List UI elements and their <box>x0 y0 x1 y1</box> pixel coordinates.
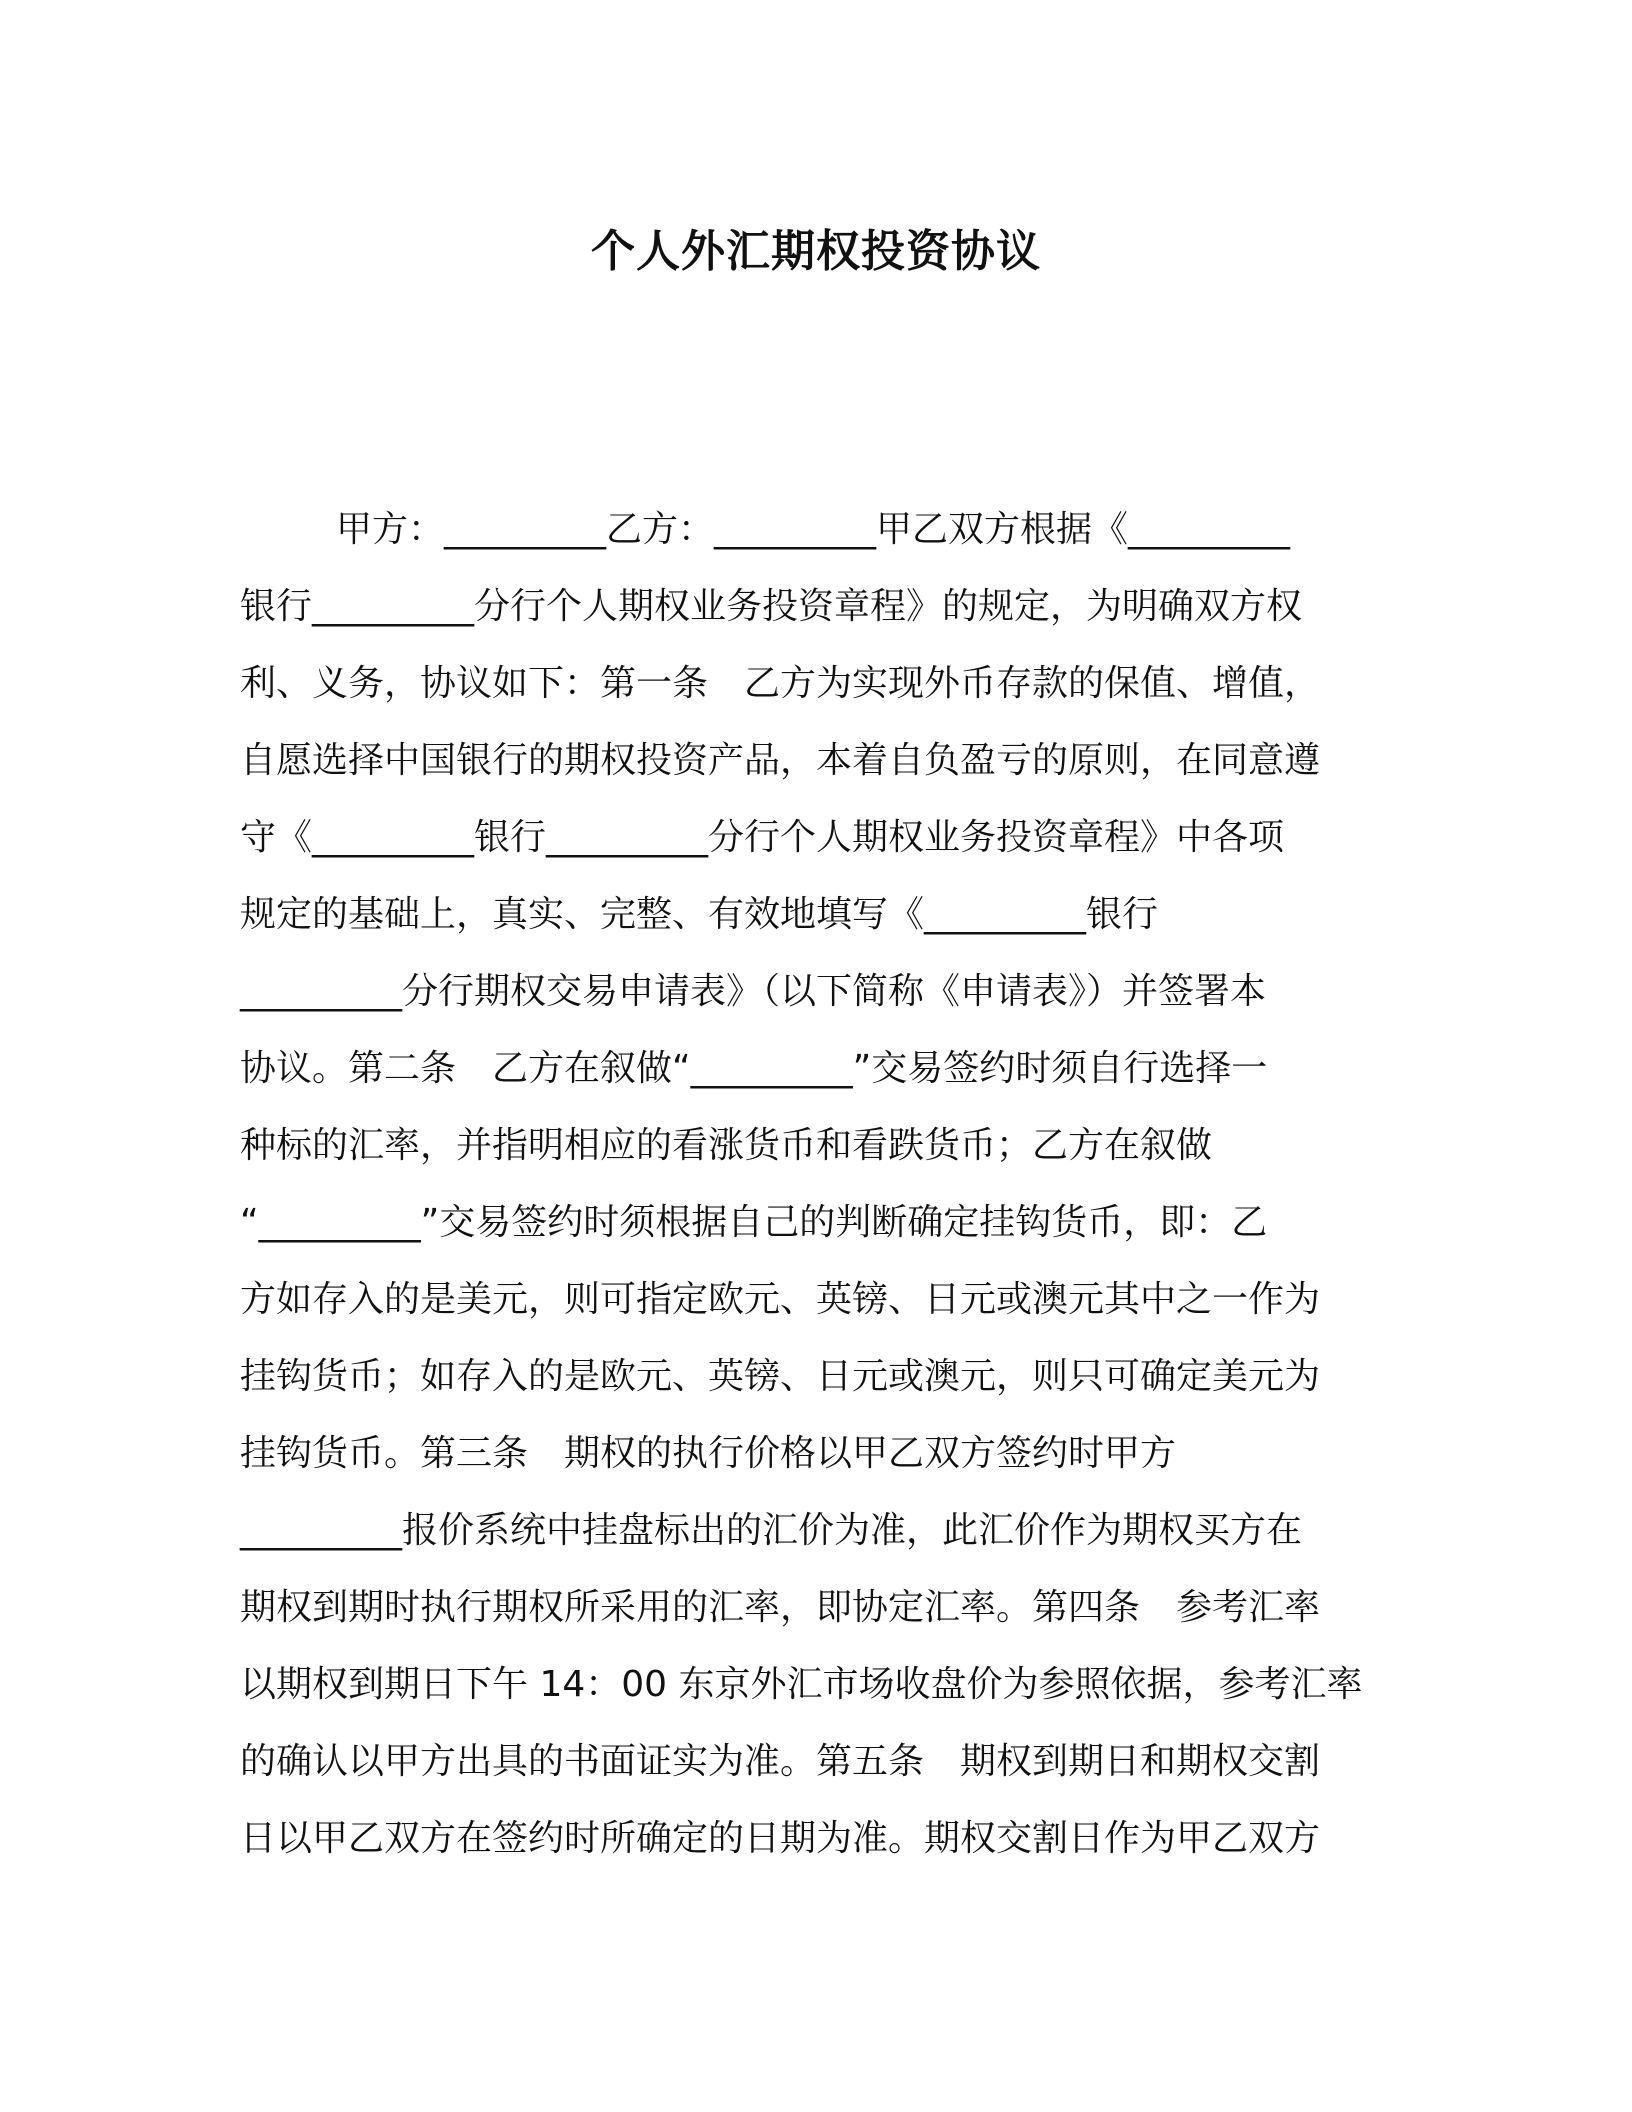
body-line: 协议。第二条 乙方在叙做“_________”交易签约时须自行选择一 <box>240 1048 1268 1089</box>
body-line: 甲方：_________乙方：_________甲乙双方根据《_________ <box>336 509 1291 550</box>
body-line: _________报价系统中挂盘标出的汇价为准，此汇价作为期权买方在 <box>240 1510 1303 1551</box>
body-line: 挂钩货币。第三条 期权的执行价格以甲乙双方签约时甲方 <box>240 1433 1177 1474</box>
body-line: 挂钩货币；如存入的是欧元、英镑、日元或澳元，则只可确定美元为 <box>240 1356 1321 1397</box>
body-line: “_________”交易签约时须根据自己的判断确定挂钩货币，即：乙 <box>240 1202 1268 1243</box>
body-line: 的确认以甲方出具的书面证实为准。第五条 期权到期日和期权交割 <box>240 1741 1321 1782</box>
body-line: 日以甲乙双方在签约时所确定的日期为准。期权交割日作为甲乙双方 <box>240 1818 1321 1859</box>
body-line: 种标的汇率，并指明相应的看涨货币和看跌货币；乙方在叙做 <box>240 1125 1213 1166</box>
agreement-body <box>240 491 1400 1877</box>
body-line: 期权到期时执行期权所采用的汇率，即协定汇率。第四条 参考汇率 <box>240 1587 1321 1628</box>
document-title: 个人外汇期权投资协议 <box>591 226 1041 277</box>
body-line: 自愿选择中国银行的期权投资产品，本着自负盈亏的原则，在同意遵 <box>240 740 1321 781</box>
body-line: _________分行期权交易申请表》（以下简称《申请表》）并签署本 <box>240 971 1267 1012</box>
body-line: 守《_________银行_________分行个人期权业务投资章程》中各项 <box>240 817 1285 858</box>
body-line: 利、义务，协议如下：第一条 乙方为实现外币存款的保值、增值， <box>240 663 1321 704</box>
body-line: 银行_________分行个人期权业务投资章程》的规定，为明确双方权 <box>240 586 1303 627</box>
body-line: 规定的基础上，真实、完整、有效地填写《_________银行 <box>240 894 1159 935</box>
body-line: 以期权到期日下午 14：00 东京外汇市场收盘价为参照依据，参考汇率 <box>240 1664 1363 1705</box>
body-line: 方如存入的是美元，则可指定欧元、英镑、日元或澳元其中之一作为 <box>240 1279 1321 1320</box>
